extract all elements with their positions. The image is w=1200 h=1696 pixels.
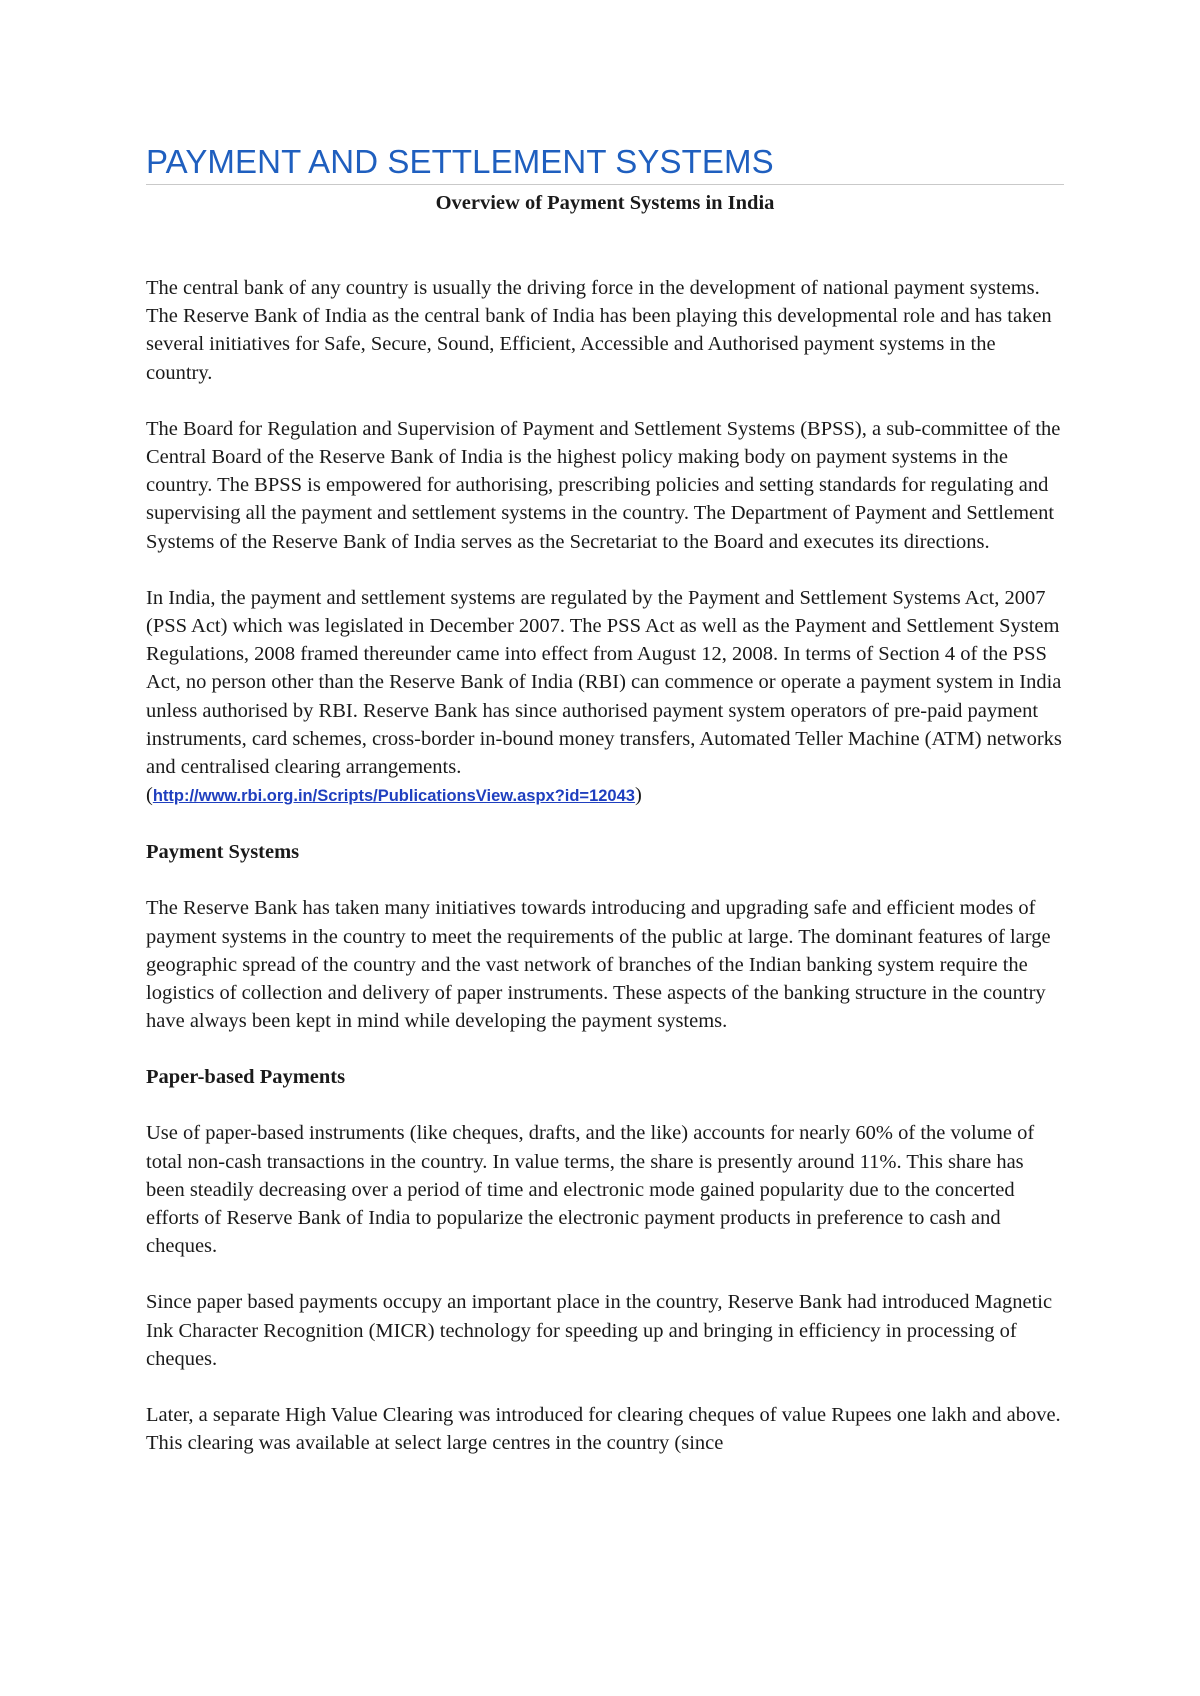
page-title: PAYMENT AND SETTLEMENT SYSTEMS <box>146 142 1064 185</box>
document-body <box>146 142 1064 1458</box>
link-close-paren: ) <box>634 784 642 807</box>
paragraph-intro-2: The Board for Regulation and Supervision of Payment and Settlement Systems (BPSS), a sub-committee of the Central Board of the Reserve Bank of India is the highest policy making body on payment systems in the country. The BPSS is empowered for authorising, prescribing policies and setting standards for regulating and supervising all the payment and settlement systems in the country. The Department of Payment and Settlement Systems of the Reserve Bank of India serves as the Secretariat to the Board and executes its directions. <box>146 417 1061 553</box>
paragraph-paper-based-3: Later, a separate High Value Clearing was introduced for clearing cheques of value Rupees one lakh and above. This clearing was available at select large centres in the country (since <box>146 1404 1061 1455</box>
page-subtitle: Overview of Payment Systems in India <box>435 192 775 214</box>
heading-payment-systems: Payment Systems <box>146 841 300 864</box>
heading-paper-based-payments: Paper-based Payments <box>146 1066 346 1089</box>
paragraph-intro-1: The central bank of any country is usually the driving force in the development of national payment systems. The Reserve Bank of India as the central bank of India has been playing this developmental role and has taken several initiatives for Safe, Secure, Sound, Efficient, Accessible and Authorised payment systems in the country. <box>146 277 1052 384</box>
paragraph-intro-3 <box>146 584 1064 811</box>
paragraph-intro-3-text: In India, the payment and settlement systems are regulated by the Payment and Settlement Systems Act, 2007 (PSS Act) which was legislated in December 2007. The PSS Act as well as the Payment and Settlement System Regulations, 2008 framed thereunder came into effect from August 12, 2008. In terms of Section 4 of the PSS Act, no person other than the Reserve Bank of India (RBI) can commence or operate a payment system in India unless authorised by RBI. Reserve Bank has since authorised payment system operators of pre-paid payment instruments, card schemes, cross-border in-bound money transfers, Automated Teller Machine (ATM) networks and centralised clearing arrangements. <box>146 586 1062 779</box>
link-open-paren: ( <box>146 784 153 807</box>
paragraph-payment-systems: The Reserve Bank has taken many initiatives towards introducing and upgrading safe and efficient modes of payment systems in the country to meet the requirements of the public at large. The dominant features of large geographic spread of the country and the vast network of branches of the Indian banking system require the logistics of collection and delivery of paper instruments. These aspects of the banking structure in the country have always been kept in mind while developing the payment systems. <box>146 897 1051 1033</box>
publication-link[interactable]: http://www.rbi.org.in/Scripts/PublicationsView.aspx?id=12043 <box>152 787 635 806</box>
paragraph-paper-based-2: Since paper based payments occupy an important place in the country, Reserve Bank had introduced Magnetic Ink Character Recognition (MICR) technology for speeding up and bringing in efficiency in processing of cheques. <box>146 1291 1053 1370</box>
paragraph-paper-based-1: Use of paper-based instruments (like cheques, drafts, and the like) accounts for nearly 60% of the volume of total non-cash transactions in the country. In value terms, the share is presently around 11%. This share has been steadily decreasing over a period of time and electronic mode gained popularity due to the concerted efforts of Reserve Bank of India to popularize the electronic payment products in preference to cash and cheques. <box>146 1122 1035 1258</box>
